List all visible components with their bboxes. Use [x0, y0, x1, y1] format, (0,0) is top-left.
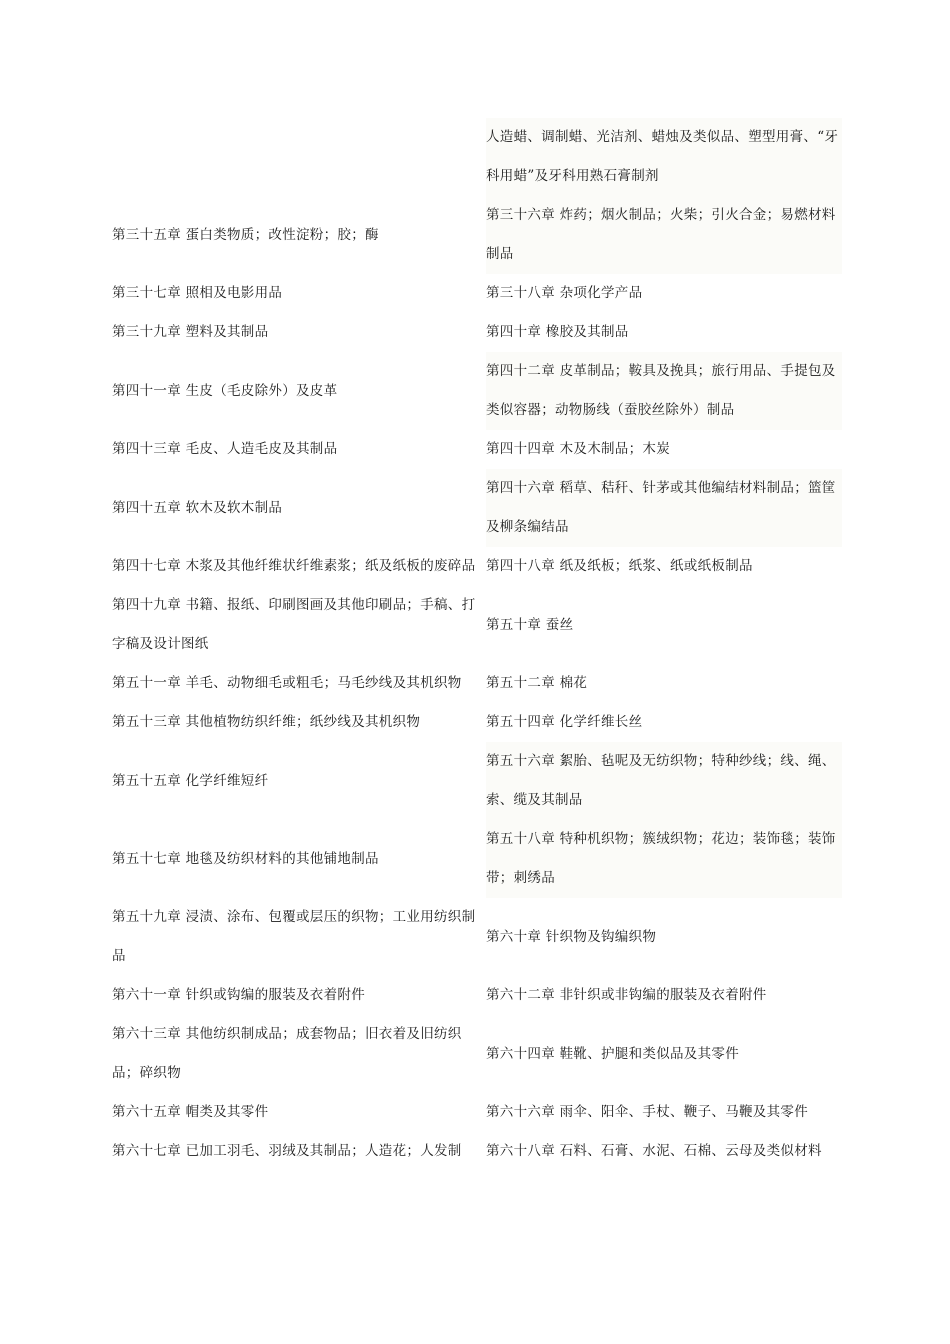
chapter-table — [112, 118, 842, 1171]
table-row — [112, 742, 842, 820]
chapter-cell-right: 第六十八章 石料、石膏、水泥、石棉、云母及类似材料 — [486, 1132, 842, 1171]
chapter-cell-right: 人造蜡、调制蜡、光洁剂、蜡烛及类似品、塑型用膏、“牙科用蜡”及牙科用熟石膏制剂 — [486, 118, 842, 196]
table-row — [112, 430, 842, 469]
chapter-cell-right: 第五十二章 棉花 — [486, 664, 842, 703]
chapter-cell-left: 第六十一章 针织或钩编的服装及衣着附件 — [112, 987, 365, 1003]
table-row — [112, 118, 842, 196]
chapter-cell-left: 第六十七章 已加工羽毛、羽绒及其制品；人造花；人发制 — [112, 1143, 462, 1159]
table-row — [112, 703, 842, 742]
chapter-cell-right: 第四十四章 木及木制品；木炭 — [486, 430, 842, 469]
chapter-cell-left: 第五十九章 浸渍、涂布、包覆或层压的织物；工业用纺织制品 — [112, 909, 476, 964]
chapter-cell-left: 第四十一章 生皮（毛皮除外）及皮革 — [112, 382, 338, 399]
table-row — [112, 196, 842, 274]
table-row — [112, 820, 842, 898]
table-row — [112, 976, 842, 1015]
chapter-cell-left: 第五十七章 地毯及纺织材料的其他铺地制品 — [112, 850, 379, 867]
table-row — [112, 1015, 842, 1093]
chapter-cell-right: 第六十章 针织物及钩编织物 — [486, 898, 842, 976]
table-row — [112, 1093, 842, 1132]
table-row — [112, 898, 842, 976]
chapter-cell-left — [112, 118, 486, 196]
chapter-cell-right: 第五十八章 特种机织物；簇绒织物；花边；装饰毯；装饰带；刺绣品 — [486, 820, 842, 898]
chapter-cell-right: 第四十章 橡胶及其制品 — [486, 313, 842, 352]
chapter-cell-left: 第四十五章 软木及软木制品 — [112, 499, 283, 516]
table-row — [112, 274, 842, 313]
chapter-cell-left: 第六十五章 帽类及其零件 — [112, 1104, 269, 1120]
chapter-cell-right: 第四十六章 稻草、秸秆、针茅或其他编结材料制品；篮筐及柳条编结品 — [486, 469, 842, 547]
chapter-cell-left: 第六十三章 其他纺织制成品；成套物品；旧衣着及旧纺织品；碎织物 — [112, 1026, 462, 1081]
chapter-cell-right: 第三十六章 炸药；烟火制品；火柴；引火合金；易燃材料制品 — [486, 196, 842, 274]
chapter-cell-right: 第六十六章 雨伞、阳伞、手杖、鞭子、马鞭及其零件 — [486, 1093, 842, 1132]
chapter-cell-right: 第六十四章 鞋靴、护腿和类似品及其零件 — [486, 1015, 842, 1093]
chapter-cell-left: 第三十七章 照相及电影用品 — [112, 285, 283, 301]
chapter-cell-right: 第五十六章 絮胎、毡呢及无纺织物；特种纱线；线、绳、索、缆及其制品 — [486, 742, 842, 820]
table-row — [112, 586, 842, 664]
table-row — [112, 352, 842, 430]
chapter-cell-right: 第四十八章 纸及纸板；纸浆、纸或纸板制品 — [486, 547, 842, 586]
table-row — [112, 664, 842, 703]
chapter-table-body — [112, 118, 842, 1171]
chapter-cell-left: 第三十五章 蛋白类物质；改性淀粉；胶；酶 — [112, 226, 379, 243]
chapter-cell-left: 第四十三章 毛皮、人造毛皮及其制品 — [112, 441, 338, 457]
table-row — [112, 547, 842, 586]
chapter-cell-right: 第六十二章 非针织或非钩编的服装及衣着附件 — [486, 976, 842, 1015]
chapter-cell-left: 第五十一章 羊毛、动物细毛或粗毛；马毛纱线及其机织物 — [112, 675, 462, 691]
chapter-cell-left: 第五十三章 其他植物纺织纤维；纸纱线及其机织物 — [112, 714, 421, 730]
chapter-cell-right: 第五十章 蚕丝 — [486, 586, 842, 664]
table-row — [112, 1132, 842, 1171]
chapter-cell-left: 第四十七章 木浆及其他纤维状纤维素浆；纸及纸板的废碎品 — [112, 558, 476, 574]
chapter-cell-right: 第四十二章 皮革制品；鞍具及挽具；旅行用品、手提包及类似容器；动物肠线（蚕胶丝除外）制品 — [486, 352, 842, 430]
table-row — [112, 469, 842, 547]
chapter-cell-right: 第五十四章 化学纤维长丝 — [486, 703, 842, 742]
chapter-cell-left: 第四十九章 书籍、报纸、印刷图画及其他印刷品；手稿、打字稿及设计图纸 — [112, 597, 476, 652]
chapter-cell-left: 第三十九章 塑料及其制品 — [112, 324, 269, 340]
table-row — [112, 313, 842, 352]
chapter-cell-left: 第五十五章 化学纤维短纤 — [112, 772, 269, 789]
chapter-cell-right: 第三十八章 杂项化学产品 — [486, 274, 842, 313]
